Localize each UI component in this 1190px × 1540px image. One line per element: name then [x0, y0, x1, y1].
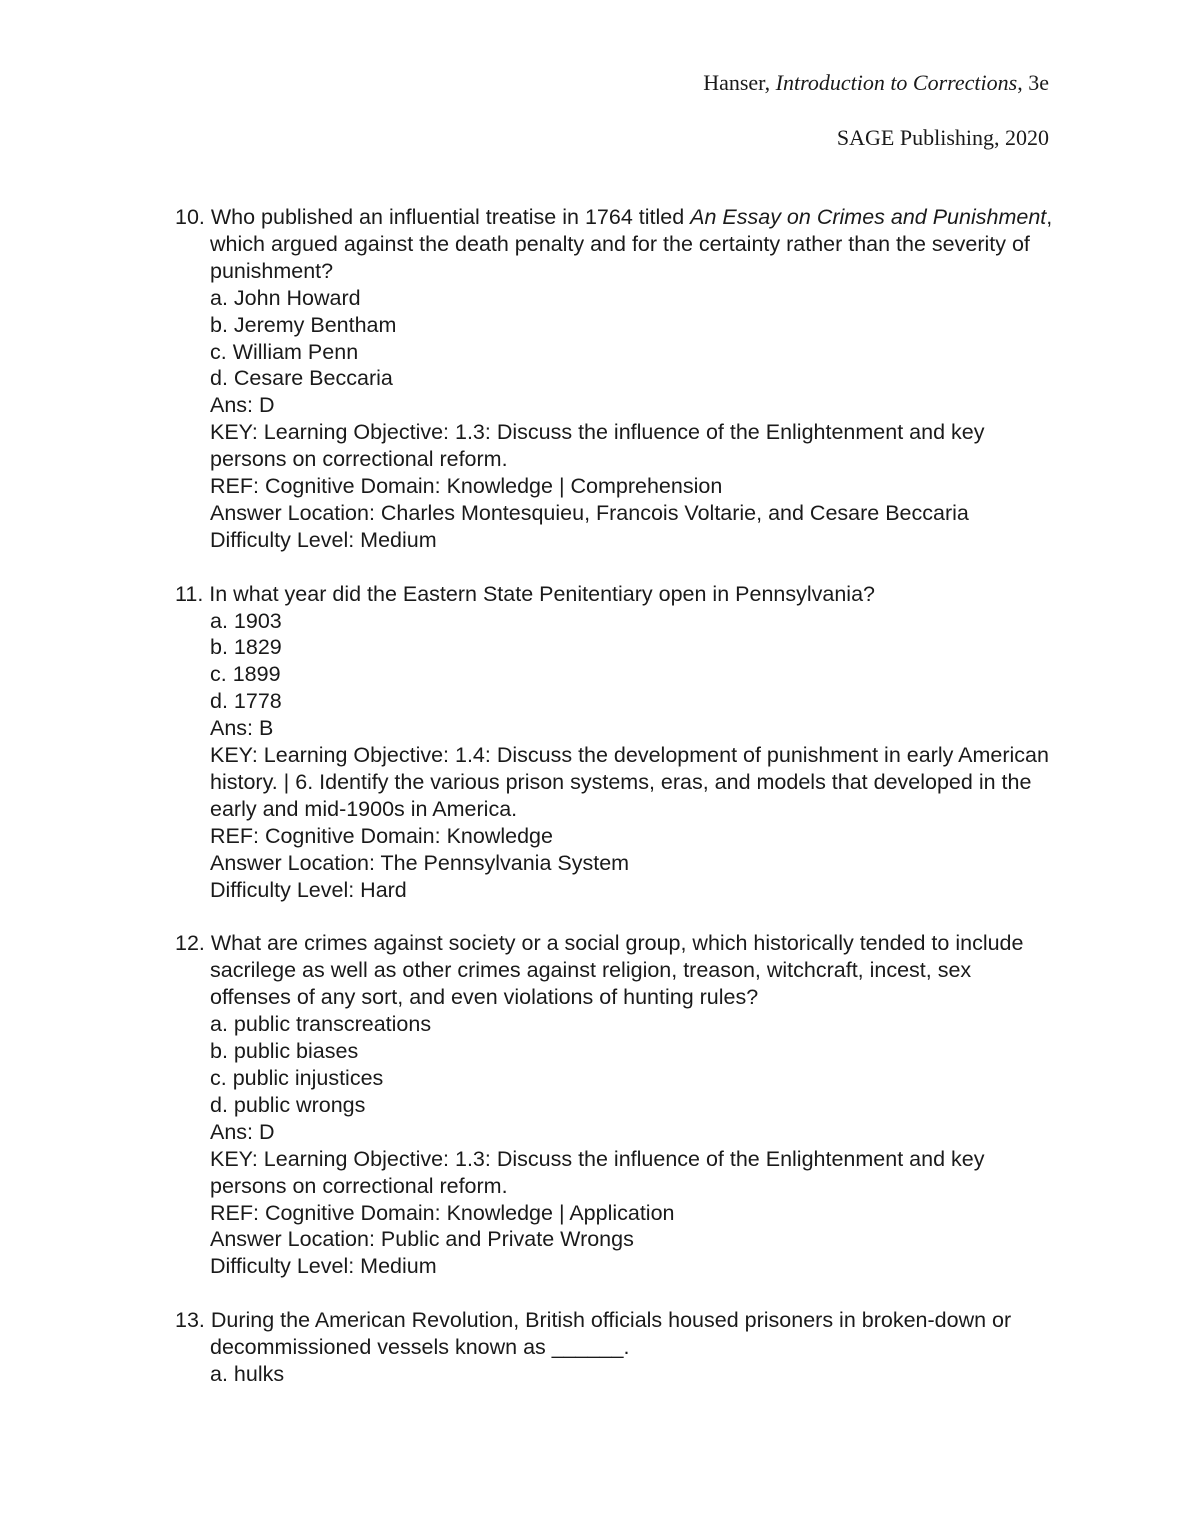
question-details	[175, 1361, 1055, 1388]
running-header-publisher: SAGE Publishing, 2020	[836, 125, 1049, 150]
answer-location: Answer Location: Public and Private Wrongs	[210, 1227, 634, 1252]
option-c: c. public injustices	[210, 1065, 384, 1090]
ref-domain: REF: Cognitive Domain: Knowledge | Comprehension	[210, 474, 723, 499]
question-stem: 11. In what year did the Eastern State Penitentiary open in Pennsylvania?	[175, 581, 875, 606]
option-a: a. hulks	[210, 1361, 285, 1386]
question-11	[175, 581, 1055, 904]
option-d: d. 1778	[210, 689, 282, 714]
difficulty-level: Difficulty Level: Medium	[210, 527, 437, 552]
difficulty-level: Difficulty Level: Hard	[210, 877, 407, 902]
book-title: Introduction to Corrections	[775, 70, 1018, 95]
answer: Ans: B	[210, 716, 274, 741]
question-stem: 10. Who published an influential treatise in 1764 titled An Essay on Crimes and Punishment, which argued against the death penalty and for the certainty rather than the severity of punishment?	[175, 205, 1053, 283]
question-12	[175, 930, 1055, 1280]
answer-location: Answer Location: The Pennsylvania System	[210, 850, 630, 875]
option-c: c. 1899	[210, 662, 281, 687]
option-b: b. public biases	[210, 1039, 359, 1064]
question-13	[175, 1307, 1055, 1388]
option-a: a. John Howard	[210, 285, 361, 310]
option-d: d. public wrongs	[210, 1092, 366, 1117]
ref-domain: REF: Cognitive Domain: Knowledge	[210, 823, 553, 848]
answer: Ans: D	[210, 1119, 275, 1144]
question-details	[175, 1011, 1055, 1280]
option-a: a. 1903	[210, 608, 282, 633]
difficulty-level: Difficulty Level: Medium	[210, 1254, 437, 1279]
option-c: c. William Penn	[210, 339, 359, 364]
question-list	[175, 204, 1055, 1415]
key-objective: KEY: Learning Objective: 1.3: Discuss the influence of the Enlightenment and key persons on correctional reform.	[210, 420, 985, 472]
option-a: a. public transcreations	[210, 1012, 432, 1037]
question-stem: 12. What are crimes against society or a social group, which historically tended to include sacrilege as well as other crimes against religion, treason, witchcraft, incest, sex offenses of any sort, and even violations of hunting rules?	[175, 931, 1024, 1010]
option-d: d. Cesare Beccaria	[210, 366, 393, 391]
question-stem: 13. During the American Revolution, British officials housed prisoners in broken-down or decommissioned vessels known as ______.	[175, 1308, 1012, 1360]
key-objective: KEY: Learning Objective: 1.3: Discuss the influence of the Enlightenment and key persons on correctional reform.	[210, 1146, 985, 1198]
question-details	[175, 285, 1055, 554]
answer-location: Answer Location: Charles Montesquieu, Francois Voltarie, and Cesare Beccaria	[210, 500, 969, 525]
running-header-citation	[703, 70, 1049, 96]
edition: , 3e	[1017, 70, 1049, 95]
question-10	[175, 204, 1055, 554]
treatise-title: An Essay on Crimes and Punishment	[690, 205, 1047, 229]
question-details	[175, 608, 1055, 904]
option-b: b. 1829	[210, 635, 282, 660]
option-b: b. Jeremy Bentham	[210, 312, 397, 337]
key-objective: KEY: Learning Objective: 1.4: Discuss the development of punishment in early American history. | 6. Identify the various prison systems, eras, and models that developed in the early and mid-1900s in America.	[210, 743, 1049, 821]
ref-domain: REF: Cognitive Domain: Knowledge | Application	[210, 1200, 675, 1225]
answer: Ans: D	[210, 393, 275, 418]
author-name: Hanser,	[703, 70, 776, 95]
